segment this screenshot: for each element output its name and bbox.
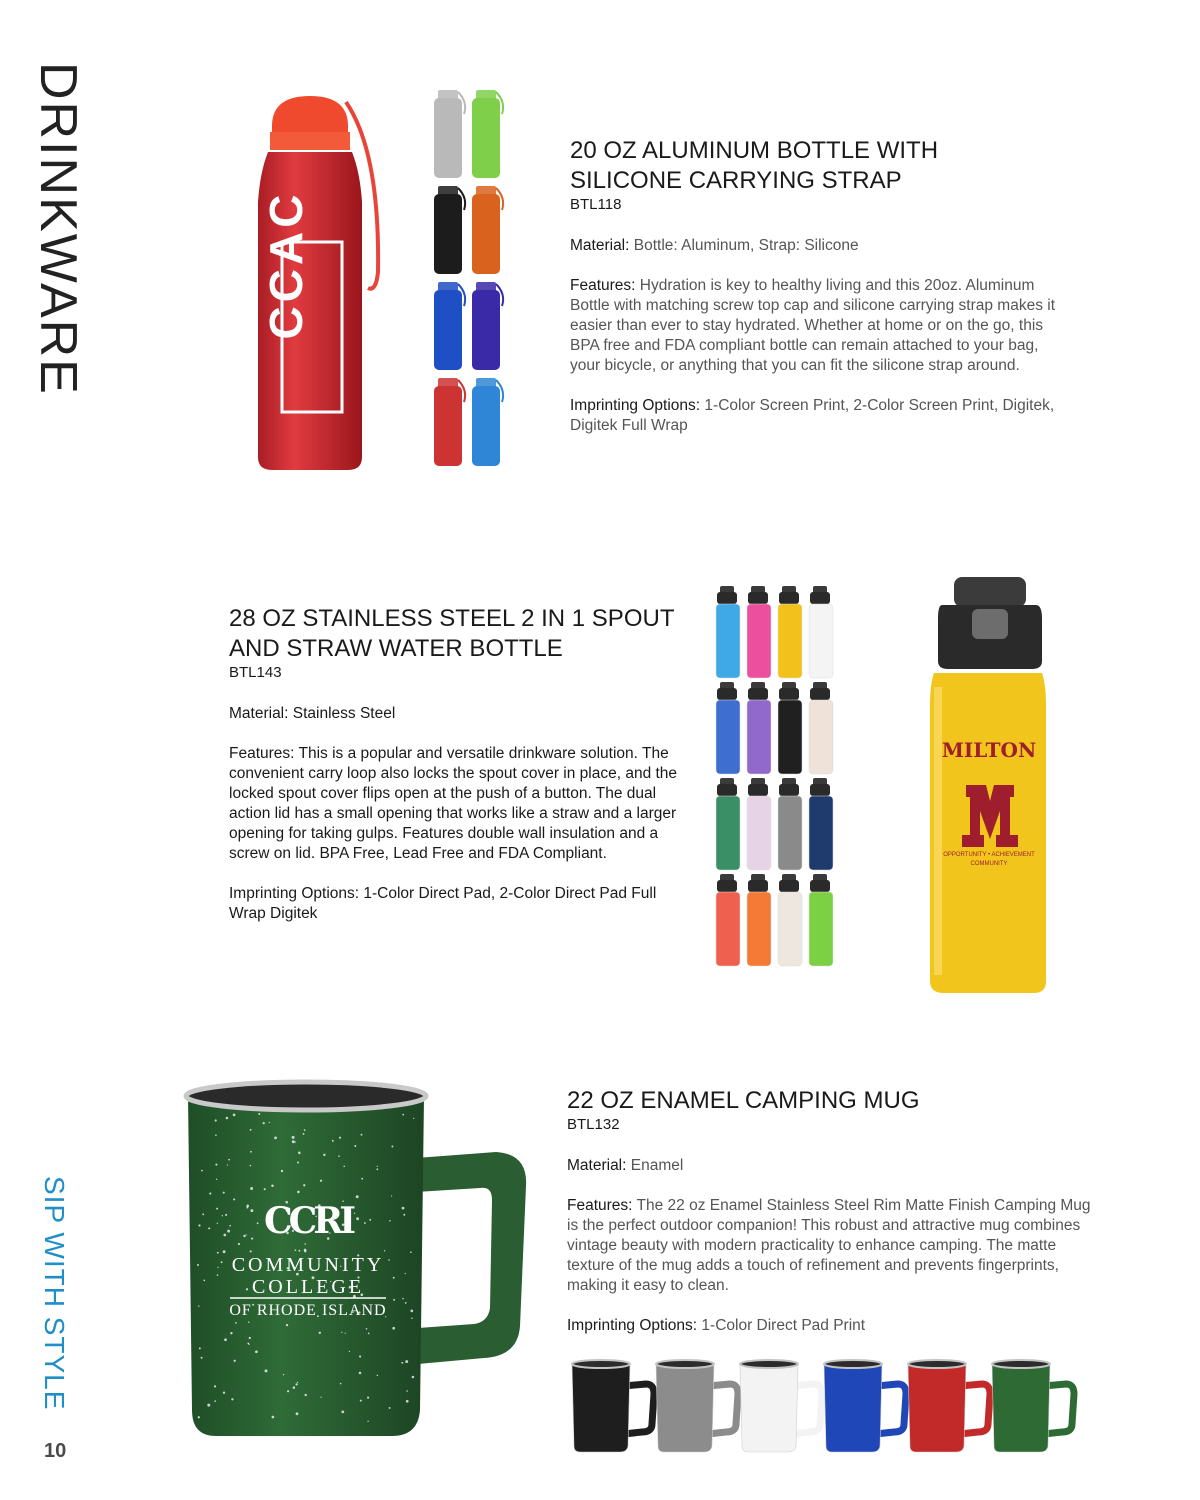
color-swatch-mug: [572, 1360, 654, 1452]
color-swatch-bottle: [747, 682, 771, 774]
color-swatch-bottle: [778, 778, 802, 870]
sport-bottle-logo-tagline2: COMMUNITY: [970, 861, 1008, 867]
product-sku: BTL118: [570, 196, 622, 213]
section-title: DRINKWARE: [29, 62, 87, 396]
product-title: 20 OZ ALUMINUM BOTTLE WITH SILICONE CARRYING STRAP: [570, 137, 939, 194]
product-title: 22 OZ ENAMEL CAMPING MUG: [567, 1087, 920, 1114]
color-swatch-bottle: [434, 378, 465, 466]
color-swatch-mug: [824, 1360, 906, 1452]
color-swatch-bottle: [472, 90, 503, 178]
product-btl132: [567, 1086, 1092, 1356]
color-swatch-bottle: [809, 586, 833, 678]
color-swatch-bottle: [434, 186, 465, 274]
product-material: Material: Stainless Steel: [229, 705, 396, 722]
product-features: Features: The 22 oz Enamel Stainless Steel Rim Matte Finish Camping Mug is the perfect outdoor companion! This robust and attractive mug combines vintage beauty with modern practicality to enhance camping. The matte texture of the mug adds a touch of refinement and prevents fingerprints, making it easy to clean.: [567, 1197, 1091, 1294]
page-number: 10: [44, 1440, 67, 1462]
sport-bottle-color-grid: [714, 586, 838, 970]
product-btl118: [570, 136, 1070, 456]
color-swatch-mug: [656, 1360, 738, 1452]
product-imprint: Imprinting Options: 1-Color Direct Pad, 2-Color Direct Pad Full Wrap Digitek: [229, 885, 657, 922]
color-swatch-mug: [740, 1360, 822, 1452]
color-swatch-bottle: [747, 874, 771, 966]
product-imprint: Imprinting Options: 1-Color Direct Pad Print: [567, 1317, 866, 1334]
product-material: Material: Enamel: [567, 1157, 684, 1174]
sport-bottle-logo-tagline: OPPORTUNITY • ACHIEVEMENT: [943, 852, 1035, 858]
bottle-color-options: [432, 86, 508, 470]
color-swatch-mug: [908, 1360, 990, 1452]
color-swatch-bottle: [747, 586, 771, 678]
color-swatch-bottle: [716, 682, 740, 774]
sport-bottle-logo-text: MILTON: [941, 738, 1037, 762]
sport-bottle-image: [928, 575, 1050, 997]
product-imprint: Imprinting Options: 1-Color Screen Print, 2-Color Screen Print, Digitek, Digitek Full Wrap: [570, 397, 1055, 434]
section-tagline: SIP WITH STYLE: [39, 1176, 70, 1411]
product-material: Material: Bottle: Aluminum, Strap: Silicone: [570, 237, 859, 254]
product-btl143: [229, 604, 694, 944]
color-swatch-bottle: [809, 778, 833, 870]
color-swatch-bottle: [716, 874, 740, 966]
color-swatch-bottle: [472, 186, 503, 274]
mug-logo-line3: OF RHODE ISLAND: [229, 1302, 387, 1319]
product-title: 28 OZ STAINLESS STEEL 2 IN 1 SPOUT AND STRAW WATER BOTTLE: [229, 605, 675, 662]
color-swatch-bottle: [747, 778, 771, 870]
product-sku: BTL143: [229, 664, 282, 681]
mug-logo-line1: COMMUNITY: [231, 1254, 385, 1276]
color-swatch-bottle: [716, 586, 740, 678]
color-swatch-bottle: [472, 378, 503, 466]
mug-color-options: [570, 1356, 1085, 1456]
product-sku: BTL132: [567, 1116, 620, 1133]
color-swatch-bottle: [809, 682, 833, 774]
product-features: Features: This is a popular and versatile drinkware solution. The convenient carry loop also locks the spout cover in place, and the locked spout cover flips open at the push of a button. The dual action lid has a small opening that works like a straw and a larger opening for taking gulps. Features double wall insulation and a screw on lid. BPA Free, Lead Free and FDA Compliant.: [229, 745, 678, 862]
color-swatch-bottle: [472, 282, 503, 370]
color-swatch-bottle: [434, 90, 465, 178]
mug-logo-line2: COLLEGE: [251, 1276, 365, 1298]
color-swatch-mug: [992, 1360, 1074, 1452]
color-swatch-bottle: [778, 682, 802, 774]
color-swatch-bottle: [716, 778, 740, 870]
color-swatch-bottle: [809, 874, 833, 966]
color-swatch-bottle: [778, 586, 802, 678]
color-swatch-bottle: [778, 874, 802, 966]
mug-logo-mark: CCRI: [263, 1200, 353, 1242]
product-features: Features: Hydration is key to healthy living and this 20oz. Aluminum Bottle with matching screw top cap and silicone carrying strap makes it easier than ever to stay hydrated. Whether at home or on the go, this BPA free and FDA compliant bottle can remain attached to your bag, your bicycle, or anything that you can fit the silicone strap around.: [570, 277, 1056, 374]
color-swatch-bottle: [434, 282, 465, 370]
bottle-logo: CCAC: [260, 190, 312, 340]
